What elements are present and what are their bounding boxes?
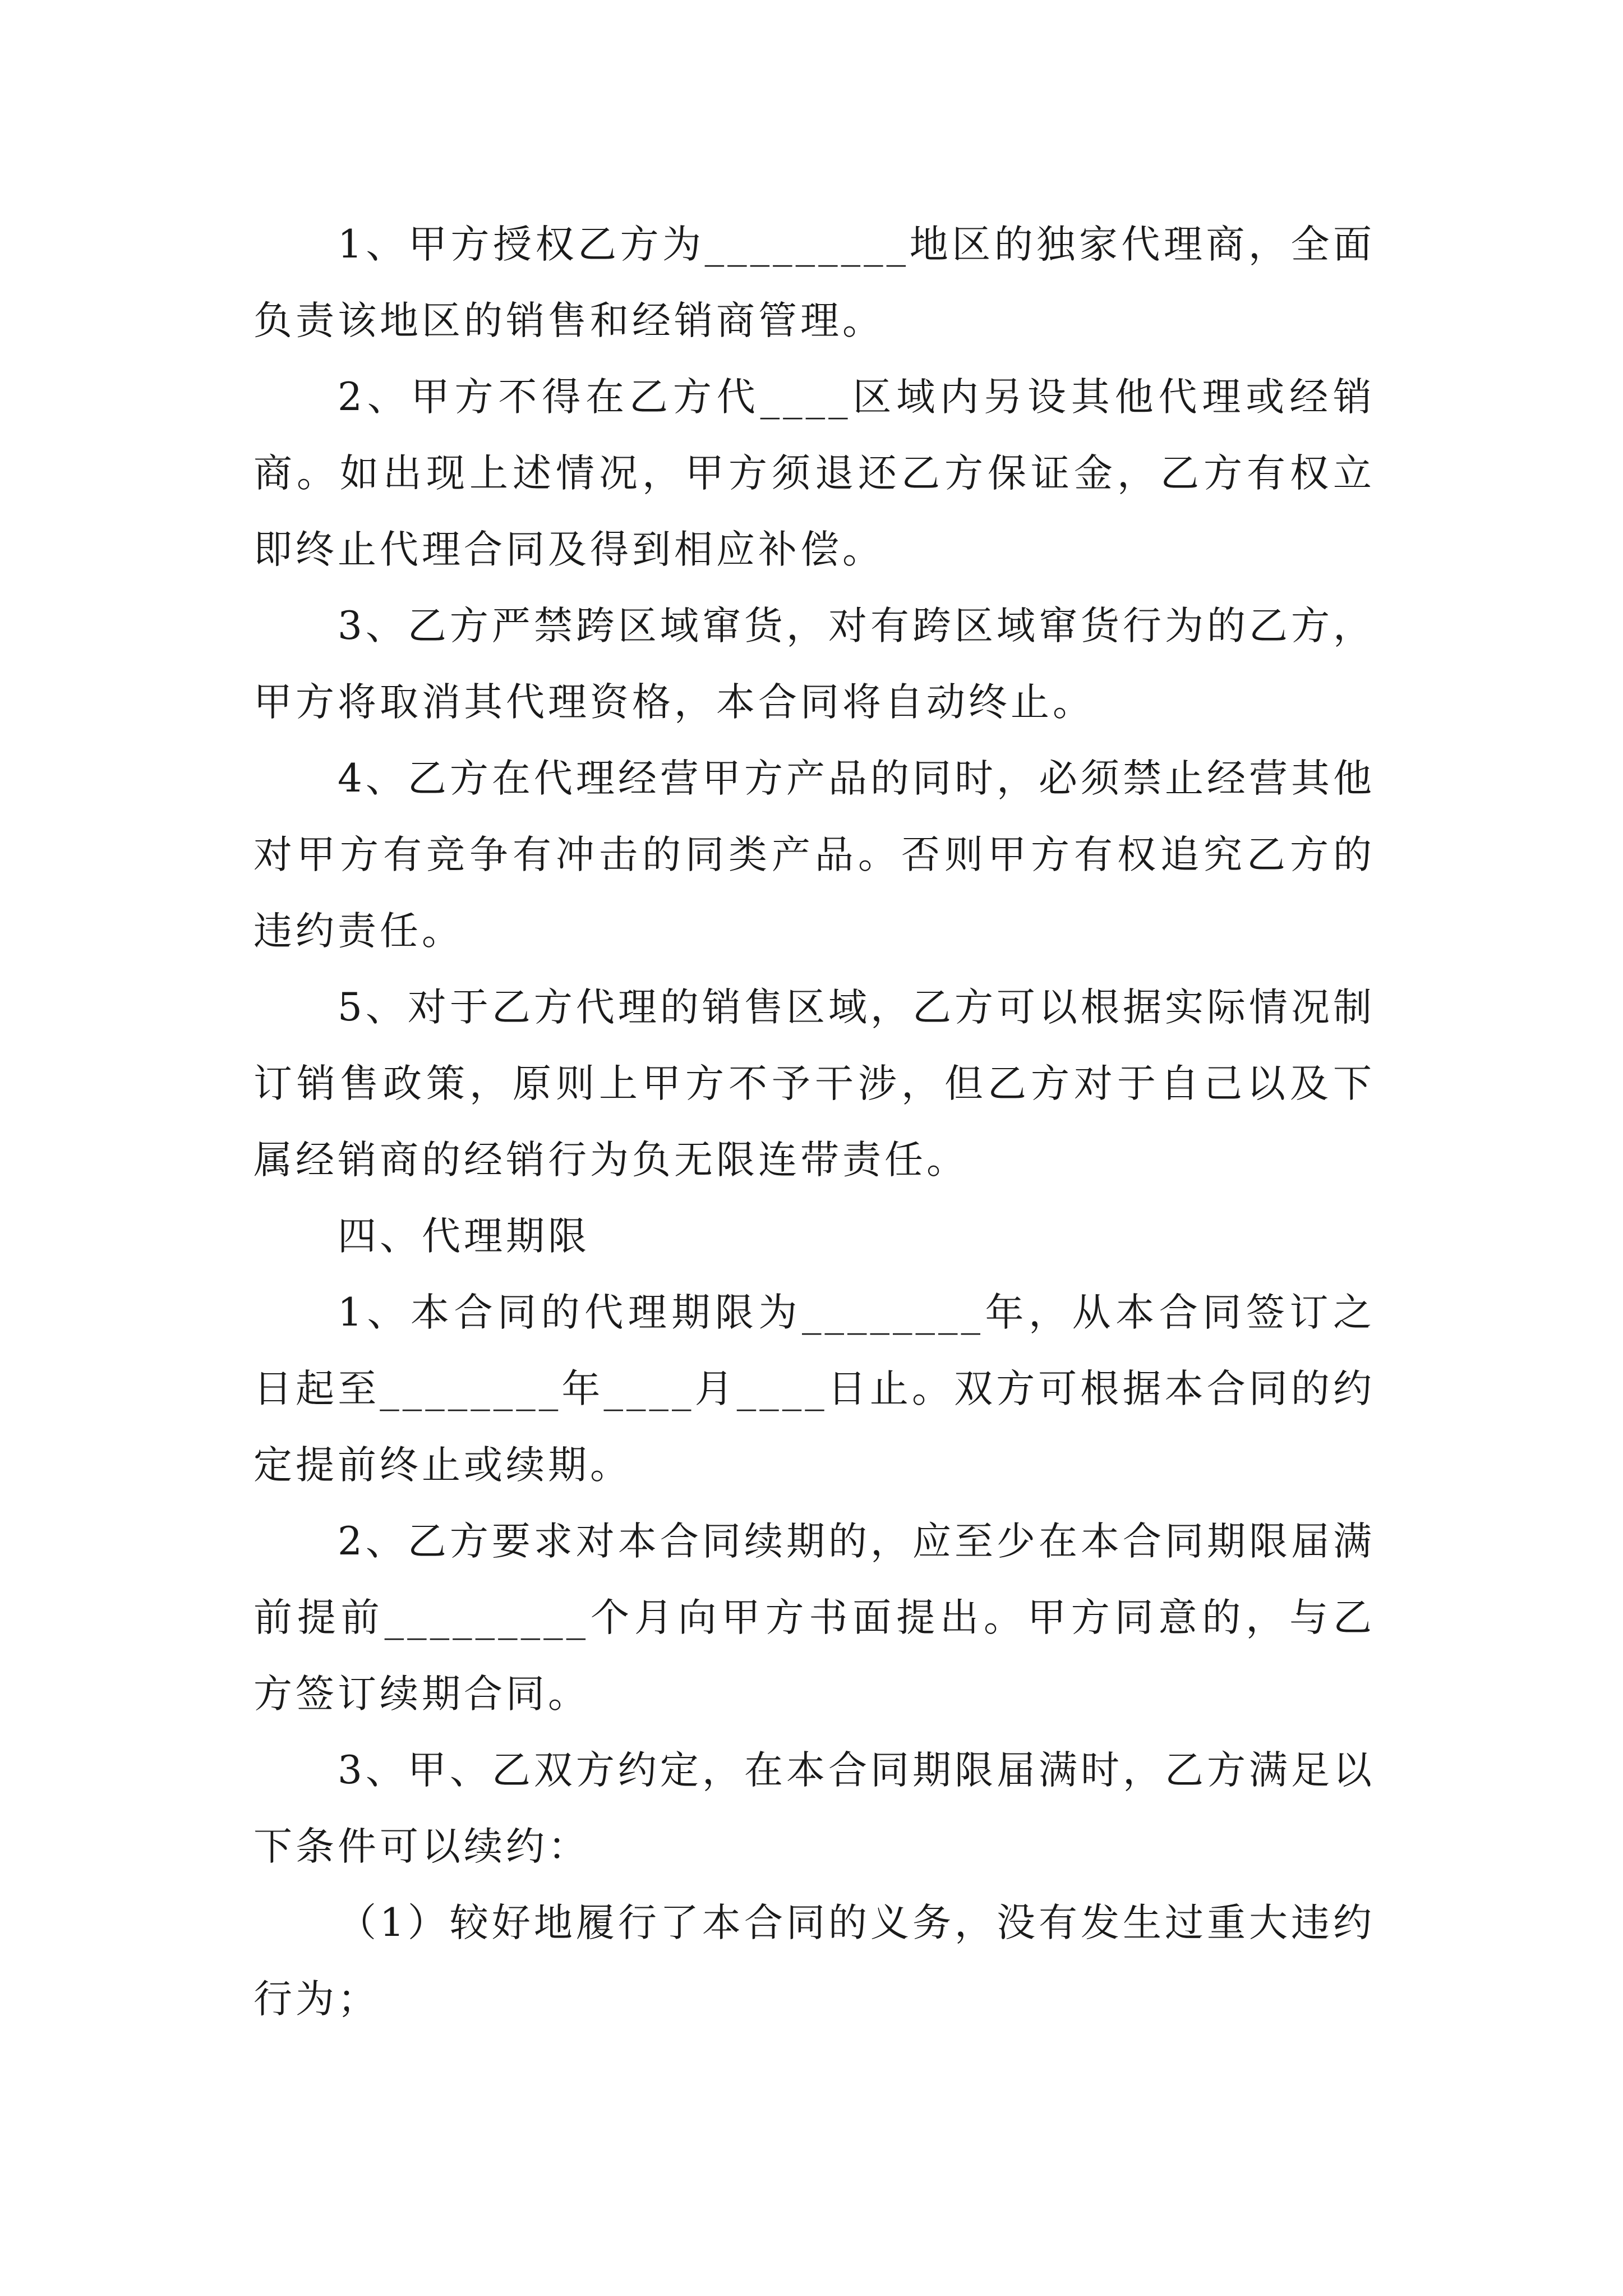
clause-2-no-other-agents: 2、甲方不得在乙方代____区域内另设其他代理或经销商。如出现上述情况，甲方须退还乙方保证金，乙方有权立即终止代理合同及得到相应补偿。: [253, 375, 1375, 572]
clause-4-no-competing-products: 4、乙方在代理经营甲方产品的同时，必须禁止经营其他对甲方有竞争有冲击的同类产品。否则甲方有权追究乙方的违约责任。: [253, 756, 1375, 954]
clause-1-exclusive-agent: 1、甲方授权乙方为_________地区的独家代理商，全面负责该地区的销售和经销商管理。: [253, 222, 1375, 343]
contract-body: [253, 206, 1375, 2037]
term-clause-3-renewal-conditions: 3、甲、乙双方约定，在本合同期限届满时，乙方满足以下条件可以续约：: [253, 1748, 1375, 1869]
clause-3-no-cross-region: 3、乙方严禁跨区域窜货，对有跨区域窜货行为的乙方，甲方将取消其代理资格，本合同将自动终止。: [253, 604, 1375, 725]
term-clause-2-renewal-request: 2、乙方要求对本合同续期的，应至少在本合同期限届满前提前_________个月向甲方书面提出。甲方同意的，与乙方签订续期合同。: [253, 1519, 1375, 1717]
renewal-condition-1: （1）较好地履行了本合同的义务，没有发生过重大违约行为；: [253, 1901, 1375, 2022]
clause-5-sales-policy: 5、对于乙方代理的销售区域，乙方可以根据实际情况制订销售政策，原则上甲方不予干涉，但乙方对于自己以及下属经销商的经销行为负无限连带责任。: [253, 985, 1375, 1182]
term-clause-1-duration: 1、本合同的代理期限为________年，从本合同签订之日起至________年____月____日止。双方可根据本合同的约定提前终止或续期。: [253, 1290, 1375, 1488]
section-heading-agency-term: 四、代理期限: [338, 1214, 590, 1259]
